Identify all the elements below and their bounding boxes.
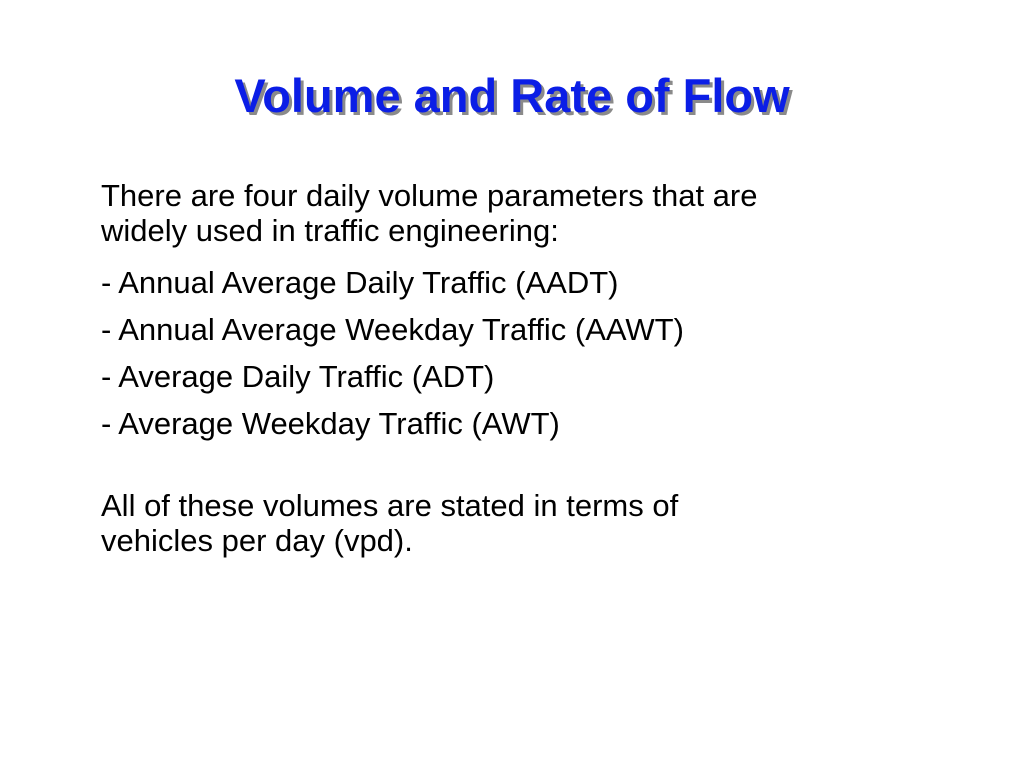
- list-item-aadt: - Annual Average Daily Traffic (AADT): [101, 265, 619, 300]
- intro-line: There are four daily volume parameters that are: [101, 178, 758, 213]
- slide-body: [101, 178, 981, 558]
- list-item-awt: - Average Weekday Traffic (AWT): [101, 406, 560, 441]
- closing-line: vehicles per day (vpd).: [101, 523, 413, 558]
- list-item-adt: - Average Daily Traffic (ADT): [101, 359, 495, 394]
- slide-title: Volume and Rate of Flow: [234, 69, 790, 122]
- closing-line: All of these volumes are stated in terms of: [101, 488, 679, 523]
- intro-line: widely used in traffic engineering:: [101, 213, 559, 248]
- list-item-aawt: - Annual Average Weekday Traffic (AAWT): [101, 312, 684, 347]
- closing-paragraph: [101, 488, 981, 558]
- intro-paragraph: [101, 178, 981, 248]
